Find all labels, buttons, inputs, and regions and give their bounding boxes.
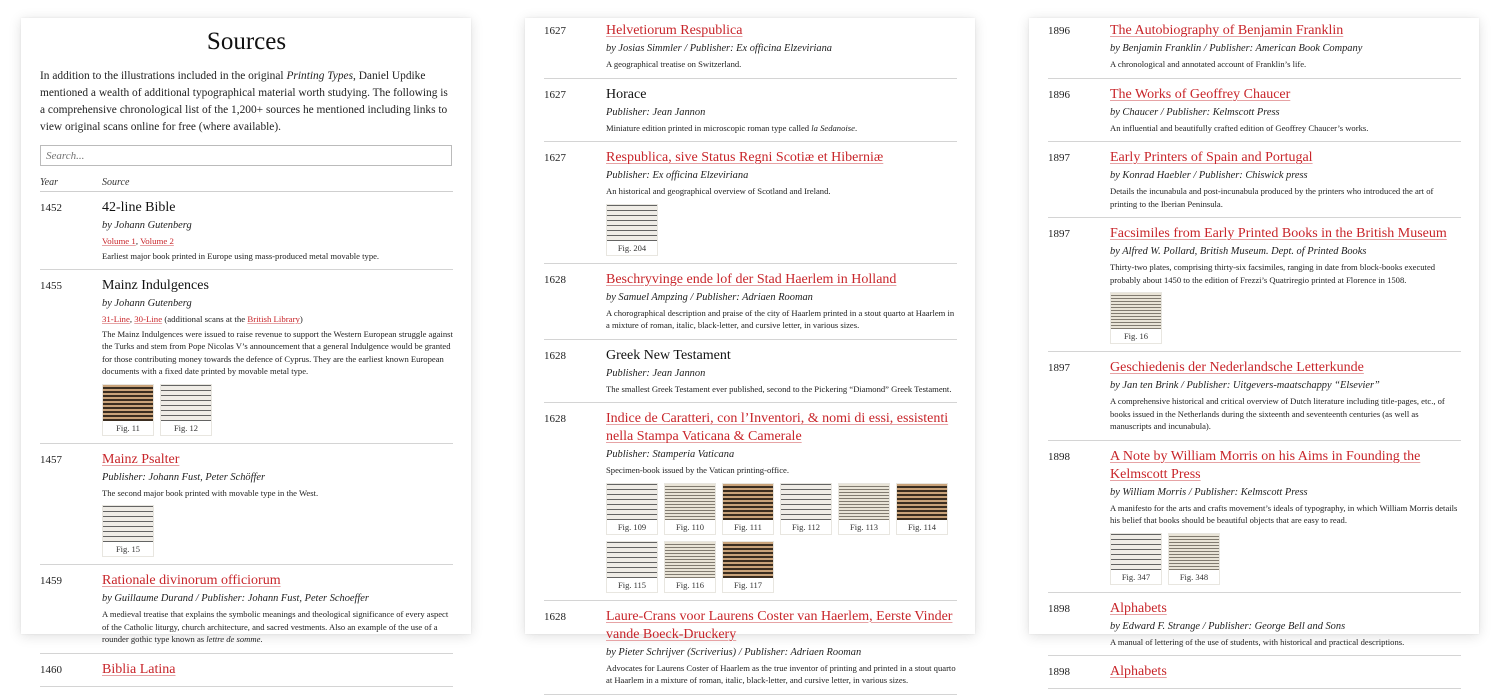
table-row: [1048, 15, 1461, 79]
source-year: 1452: [40, 202, 62, 214]
source-title-link[interactable]: Geschiedenis der Nederlandsche Letterkunde: [1110, 360, 1364, 375]
scan-link-text: ): [299, 314, 303, 324]
source-title-link[interactable]: The Works of Geoffrey Chaucer: [1110, 86, 1291, 102]
source-year: 1896: [1048, 25, 1070, 37]
source-title-link[interactable]: Alphabets: [1110, 600, 1167, 616]
source-title-link[interactable]: Beschryvinge ende lof der Stad Haerlem in Holland: [606, 271, 897, 287]
scan-link[interactable]: Volume 2: [140, 236, 174, 246]
figure-image: [723, 484, 773, 520]
source-description: Miniature edition printed in microscopic roman type called la Sedanoise.: [606, 122, 858, 133]
figure-image: [161, 385, 211, 421]
figure-thumbnail[interactable]: [722, 483, 774, 535]
figure-caption: Fig. 113: [839, 520, 889, 534]
source-details: [1110, 149, 1461, 210]
source-description: Thirty-two plates, comprising thirty-six facsimiles, ranging in date from block-books executed probably about 1450 to the edition of Frezzi’s Quatriregio printed at Florence in 1508.: [1110, 262, 1436, 285]
source-year: 1457: [40, 453, 62, 466]
figure-caption: Fig. 110: [665, 520, 715, 534]
source-author-publisher: by Alfred W. Pollard, British Museum. Dept. of Printed Books: [1110, 246, 1367, 257]
source-author-publisher: by Josias Simmler / Publisher: Ex officina Elzeviriana: [606, 43, 832, 54]
scan-links: [102, 235, 453, 248]
table-row: [1048, 656, 1461, 689]
column-header-year: Year: [40, 177, 58, 188]
sources-list: [544, 15, 957, 695]
figure-thumbnails: [1110, 533, 1461, 585]
figure-caption: Fig. 348: [1169, 570, 1219, 584]
figure-thumbnail[interactable]: [102, 505, 154, 557]
source-year: 1459: [40, 575, 62, 587]
source-details: [1110, 22, 1461, 71]
table-row: [544, 15, 957, 79]
source-year: 1628: [544, 610, 566, 623]
source-year: 1897: [1048, 228, 1070, 240]
source-author-publisher: by Benjamin Franklin / Publisher: American Book Company: [1110, 43, 1363, 54]
sources-panel-1: [21, 18, 471, 677]
source-details: [1110, 225, 1461, 344]
figure-image: [607, 542, 657, 578]
source-description: A geographical treatise on Switzerland.: [606, 59, 742, 69]
figure-caption: Fig. 16: [1111, 329, 1161, 343]
figure-thumbnail[interactable]: [606, 541, 658, 593]
figure-thumbnail[interactable]: [896, 483, 948, 535]
table-row: [1048, 352, 1461, 441]
source-author-publisher: by Guillaume Durand / Publisher: Johann Fust, Peter Schoeffer: [102, 593, 369, 604]
source-author-publisher: Publisher: Johann Fust, Peter Schöffer: [102, 471, 266, 483]
figure-caption: Fig. 204: [607, 241, 657, 255]
source-year: 1897: [1048, 152, 1070, 164]
source-year: 1628: [544, 413, 566, 425]
scan-link[interactable]: Volume 1: [102, 236, 136, 246]
table-row: [1048, 593, 1461, 657]
source-description: A medieval treatise that explains the symbolic meanings and theological significance of every aspect of the Catholic liturgy, church architecture, and sacred vestments. Also an example of the use of a rounder gothic type known as lettre de somme.: [102, 609, 449, 644]
figure-thumbnails: [606, 483, 957, 593]
figure-thumbnails: [102, 505, 453, 557]
source-year: 1627: [544, 25, 566, 37]
source-title: Mainz Indulgences: [102, 278, 209, 293]
table-row: [544, 142, 957, 264]
source-year: 1898: [1048, 666, 1070, 678]
source-year: 1896: [1048, 88, 1070, 101]
sources-list: [1048, 15, 1461, 689]
table-row: [1048, 142, 1461, 218]
source-details: [102, 277, 453, 436]
table-row: [40, 565, 453, 654]
figure-image: [1111, 293, 1161, 329]
scan-link[interactable]: 31-Line: [102, 314, 130, 324]
figure-thumbnail[interactable]: [664, 483, 716, 535]
figure-caption: Fig. 15: [103, 542, 153, 556]
source-title: 42-line Bible: [102, 200, 176, 215]
source-description: The second major book printed with movable type in the West.: [102, 487, 319, 498]
source-title-link[interactable]: A Note by William Morris on his Aims in Founding the Kelmscott Press: [1110, 448, 1421, 482]
source-description: A manifesto for the arts and crafts movement’s ideals of typography, in which William Morris details his belief that books should be beautiful objects that are easy to read.: [1110, 502, 1458, 525]
source-author-publisher: Publisher: Jean Jannon: [606, 367, 706, 379]
scan-link[interactable]: British Library: [247, 314, 300, 324]
source-title-link[interactable]: Early Printers of Spain and Portugal: [1110, 150, 1313, 165]
source-title-link[interactable]: The Autobiography of Benjamin Franklin: [1110, 23, 1344, 38]
figure-thumbnails: [1110, 292, 1461, 344]
source-author-publisher: by Konrad Haebler / Publisher: Chiswick press: [1110, 170, 1308, 181]
figure-image: [103, 506, 153, 542]
table-row: [40, 654, 453, 687]
source-year: 1898: [1048, 450, 1070, 463]
source-year: 1460: [40, 663, 62, 676]
figure-caption: Fig. 347: [1111, 570, 1161, 584]
source-year: 1627: [544, 152, 566, 164]
figure-image: [103, 385, 153, 421]
figure-thumbnail[interactable]: [606, 483, 658, 535]
source-description: The Mainz Indulgences were issued to raise revenue to support the Western European struggle against the Turks and stem from Pope Nicolas V’s announcement that a general Indulgence would be granted for those contributing money towards the defence of Cyprus. They are the earliest known European documents with a fixed date printed by movable metal type.: [102, 328, 453, 376]
source-author-publisher: by Chaucer / Publisher: Kelmscott Press: [1110, 106, 1280, 118]
table-header: [40, 177, 453, 192]
source-year: 1628: [544, 349, 566, 362]
figure-image: [665, 484, 715, 520]
source-description: A chorographical description and praise of the city of Haarlem printed in a stout quarto at Haarlem in a mixture of roman, italic, black-letter, and cursive letter, in various sizes.: [606, 307, 955, 330]
figure-image: [1169, 534, 1219, 570]
source-details: [1110, 86, 1461, 135]
figure-caption: Fig. 11: [103, 421, 153, 435]
source-year: 1628: [544, 273, 566, 286]
table-row: [544, 79, 957, 143]
source-description: An historical and geographical overview of Scotland and Ireland.: [606, 186, 831, 196]
sources-panel-3: [1029, 18, 1479, 679]
source-details: [606, 86, 957, 135]
figure-thumbnail[interactable]: [102, 384, 154, 436]
figure-image: [897, 484, 947, 520]
table-row: [1048, 218, 1461, 352]
source-author-publisher: Publisher: Jean Jannon: [606, 106, 706, 118]
source-details: [102, 661, 453, 679]
figure-caption: Fig. 115: [607, 578, 657, 592]
scan-link-text: ,: [135, 236, 141, 246]
source-title-link[interactable]: Helvetiorum Respublica: [606, 23, 743, 38]
search-input[interactable]: [40, 145, 452, 166]
source-title-link[interactable]: Alphabets: [1110, 664, 1167, 679]
source-details: [606, 271, 957, 332]
figure-thumbnail[interactable]: [838, 483, 890, 535]
source-description: Specimen-book issued by the Vatican printing-office.: [606, 465, 789, 475]
source-description: Earliest major book printed in Europe using mass-produced metal movable type.: [102, 250, 380, 261]
source-title-link[interactable]: Rationale divinorum officiorum: [102, 573, 281, 588]
figure-image: [665, 542, 715, 578]
figure-thumbnail[interactable]: [160, 384, 212, 436]
source-description: A chronological and annotated account of Franklin’s life.: [1110, 59, 1307, 69]
figure-caption: Fig. 116: [665, 578, 715, 592]
figure-image: [607, 484, 657, 520]
figure-caption: Fig. 112: [781, 520, 831, 534]
source-details: [1110, 600, 1461, 649]
table-row: [40, 192, 453, 270]
source-author-publisher: by Samuel Ampzing / Publisher: Adriaen Rooman: [606, 291, 813, 303]
table-row: [544, 403, 957, 601]
source-details: [606, 347, 957, 396]
source-author-publisher: by Johann Gutenberg: [102, 220, 192, 231]
figure-image: [607, 205, 657, 241]
source-description: The smallest Greek Testament ever published, second to the Pickering “Diamond” Greek Testament.: [606, 383, 952, 394]
table-row: [544, 601, 957, 695]
figure-caption: Fig. 114: [897, 520, 947, 534]
source-details: [102, 451, 453, 558]
source-title-link[interactable]: Biblia Latina: [102, 661, 176, 677]
table-row: [1048, 79, 1461, 143]
figure-thumbnail[interactable]: [1110, 533, 1162, 585]
figure-thumbnail[interactable]: [606, 204, 658, 256]
source-author-publisher: by Johann Gutenberg: [102, 298, 192, 309]
source-title-link[interactable]: Indice de Caratteri, con l’Inventori, & nomi di essi, essistenti nella Stampa Vaticana & Camerale: [606, 411, 949, 444]
source-description: Details the incunabula and post-incunabula produced by the printers who introduced the art of printing to the Iberian Peninsula.: [1110, 186, 1434, 209]
source-title: Greek New Testament: [606, 347, 731, 363]
figure-thumbnail[interactable]: [664, 541, 716, 593]
source-author-publisher: by Jan ten Brink / Publisher: Uitgevers-maatschappy “Elsevier”: [1110, 380, 1380, 391]
figure-thumbnail[interactable]: [1168, 533, 1220, 585]
source-description: A manual of lettering of the use of students, with historical and practical descriptions.: [1110, 636, 1405, 647]
column-header-source: Source: [102, 177, 130, 188]
source-title-link[interactable]: Facsimiles from Early Printed Books in the British Museum: [1110, 226, 1447, 241]
figure-thumbnails: [102, 384, 453, 436]
figure-thumbnail[interactable]: [722, 541, 774, 593]
source-details: [1110, 448, 1461, 585]
source-title-link[interactable]: Mainz Psalter: [102, 451, 180, 467]
source-details: [102, 199, 453, 262]
page-title: Sources: [206, 28, 287, 55]
source-year: 1898: [1048, 602, 1070, 615]
source-details: [102, 572, 453, 646]
source-year: 1627: [544, 88, 566, 101]
figure-caption: Fig. 111: [723, 520, 773, 534]
scan-links: [102, 313, 453, 326]
scan-link-text: ,: [129, 314, 135, 324]
figure-image: [839, 484, 889, 520]
figure-thumbnails: [606, 204, 957, 256]
source-details: [1110, 663, 1461, 681]
scan-link[interactable]: 30-Line: [134, 314, 163, 324]
source-details: [606, 149, 957, 256]
source-author-publisher: by William Morris / Publisher: Kelmscott Press: [1110, 486, 1308, 498]
source-year: 1897: [1048, 362, 1070, 374]
figure-image: [1111, 534, 1161, 570]
source-author-publisher: by Pieter Schrijver (Scriverius) / Publisher: Adriaen Rooman: [606, 646, 862, 658]
source-author-publisher: Publisher: Ex officina Elzeviriana: [606, 170, 749, 181]
figure-image: [723, 542, 773, 578]
figure-thumbnail[interactable]: [1110, 292, 1162, 344]
intro-paragraph: In addition to the illustrations included in the original Printing Types, Daniel Updike mentioned a wealth of additional typographical material worth studying. The following is a comprehensive chronological list of the 1,200+ sources he mentioned including links to view original scans online for free (where available).: [40, 70, 448, 133]
source-details: [606, 22, 957, 71]
source-title-link[interactable]: Laure-Crans voor Laurens Coster van Haerlem, Eerste Vinder vande Boeck-Druckery: [606, 608, 953, 642]
source-title: Horace: [606, 86, 647, 102]
source-author-publisher: by Edward F. Strange / Publisher: George Bell and Sons: [1110, 620, 1346, 632]
sources-list: [40, 192, 453, 687]
scan-link-text: (additional scans at the: [162, 314, 248, 324]
figure-image: [781, 484, 831, 520]
table-row: [544, 264, 957, 340]
source-details: [606, 410, 957, 593]
table-row: [40, 270, 453, 444]
sources-panel-2: [525, 18, 975, 685]
source-details: [1110, 359, 1461, 433]
source-description: An influential and beautifully crafted edition of Geoffrey Chaucer’s works.: [1110, 122, 1369, 133]
figure-thumbnail[interactable]: [780, 483, 832, 535]
source-author-publisher: Publisher: Stamperia Vaticana: [606, 449, 735, 460]
figure-caption: Fig. 117: [723, 578, 773, 592]
source-details: [606, 608, 957, 687]
table-row: [544, 340, 957, 404]
figure-caption: Fig. 109: [607, 520, 657, 534]
source-year: 1455: [40, 280, 62, 292]
source-description: A comprehensive historical and critical overview of Dutch literature including title-pages, etc., of books issued in the Netherlands during the sixteenth and seventeenth centuries (as well as manuscripts and incunabula).: [1110, 396, 1445, 431]
figure-caption: Fig. 12: [161, 421, 211, 435]
table-row: [40, 444, 453, 566]
table-row: [1048, 441, 1461, 593]
source-description: Advocates for Laurens Coster of Haarlem as the true inventor of printing and printed in a stout quarto at Haarlem in a mixture of roman, italic, black-letter, and cursive letter, in various sizes.: [606, 662, 956, 685]
source-title-link[interactable]: Respublica, sive Status Regni Scotiæ et Hiberniæ: [606, 150, 884, 165]
